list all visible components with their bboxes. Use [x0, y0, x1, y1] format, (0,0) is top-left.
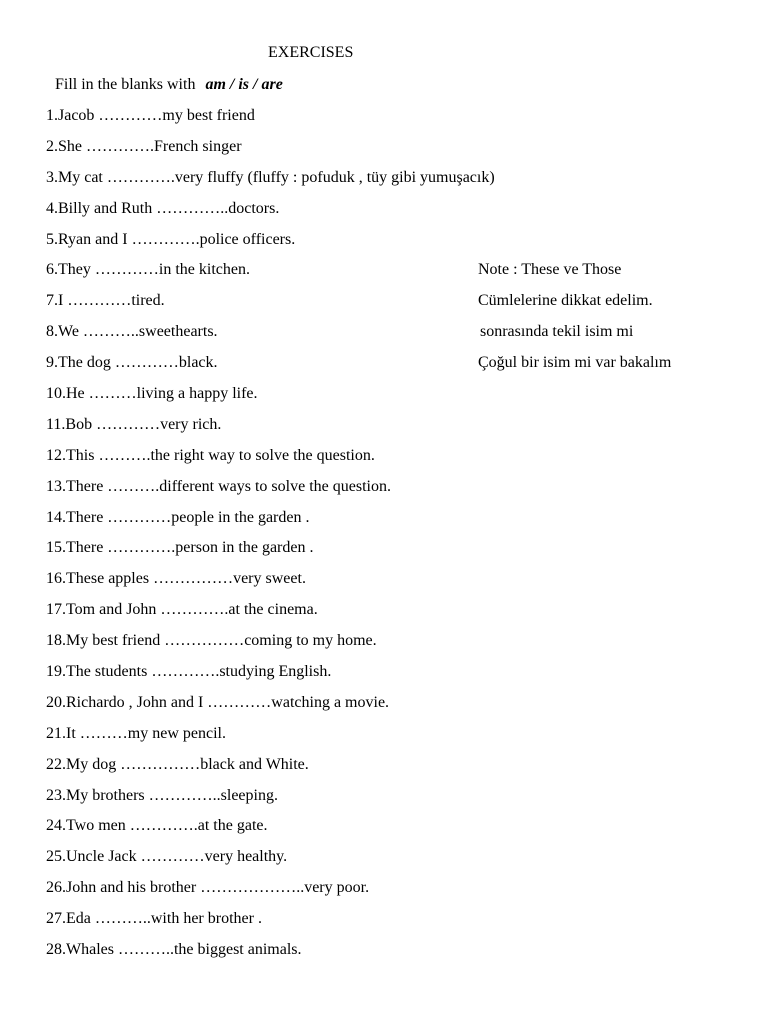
page-title: EXERCISES [268, 44, 354, 61]
exercise-item: 27.Eda ………..with her brother . [46, 910, 262, 928]
exercise-item: 1.Jacob …………my best friend [46, 107, 255, 124]
exercise-item: 15.There ………….person in the garden . [46, 539, 314, 557]
exercise-item: 13.There ……….different ways to solve the question. [46, 477, 391, 495]
note-line: Note : These ve Those [478, 261, 622, 278]
exercise-item: 18.My best friend ……………coming to my home. [46, 632, 377, 650]
exercise-item: 6.They …………in the kitchen. [46, 261, 250, 279]
side-note [478, 259, 671, 383]
exercise-item: 2.She ………….French singer [46, 137, 242, 155]
exercise-item: 24.Two men ………….at the gate. [46, 817, 268, 835]
exercise-item: 20.Richardo , John and I …………watching a movie. [46, 693, 390, 711]
exercise-item: 19.The students ………….studying English. [46, 663, 332, 681]
exercise-item: 10.He ………living a happy life. [46, 385, 258, 403]
note-line: sonrasında tekil isim mi [480, 322, 634, 340]
exercise-item: 12.This ……….the right way to solve the question. [46, 446, 375, 464]
exercise-item: 28.Whales ………..the biggest animals. [46, 941, 302, 959]
exercise-item: 3.My cat ………….very fluffy (fluffy : pofuduk , tüy gibi yumuşacık) [46, 168, 495, 186]
note-line: Çoğul bir isim mi var bakalım [478, 353, 672, 371]
exercise-item: 14.There …………people in the garden . [46, 508, 310, 526]
exercise-item: 5.Ryan and I ………….police officers. [46, 230, 296, 248]
exercise-item: 11.Bob …………very rich. [46, 415, 222, 433]
note-line: Cümlelerine dikkat edelim. [478, 291, 653, 309]
exercise-item: 8.We ………..sweethearts. [46, 323, 218, 341]
instruction-text: Fill in the blanks with [55, 76, 196, 93]
exercise-item: 23.My brothers …………..sleeping. [46, 786, 278, 804]
exercise-item: 25.Uncle Jack …………very healthy. [46, 848, 288, 866]
exercise-item: 17.Tom and John ………….at the cinema. [46, 601, 318, 619]
exercise-item: 21.It ………my new pencil. [46, 724, 226, 742]
exercise-item: 16.These apples ……………very sweet. [46, 570, 306, 588]
instruction-words: am / is / are [205, 76, 283, 93]
exercise-item: 9.The dog …………black. [46, 354, 218, 372]
instruction-line [55, 76, 283, 94]
exercise-item: 22.My dog ……………black and White. [46, 755, 309, 773]
exercise-item: 4.Billy and Ruth …………..doctors. [46, 199, 280, 217]
exercise-item: 7.I …………tired. [46, 292, 165, 310]
exercise-list [46, 105, 495, 970]
exercise-item: 26.John and his brother ………………..very poor. [46, 879, 370, 897]
